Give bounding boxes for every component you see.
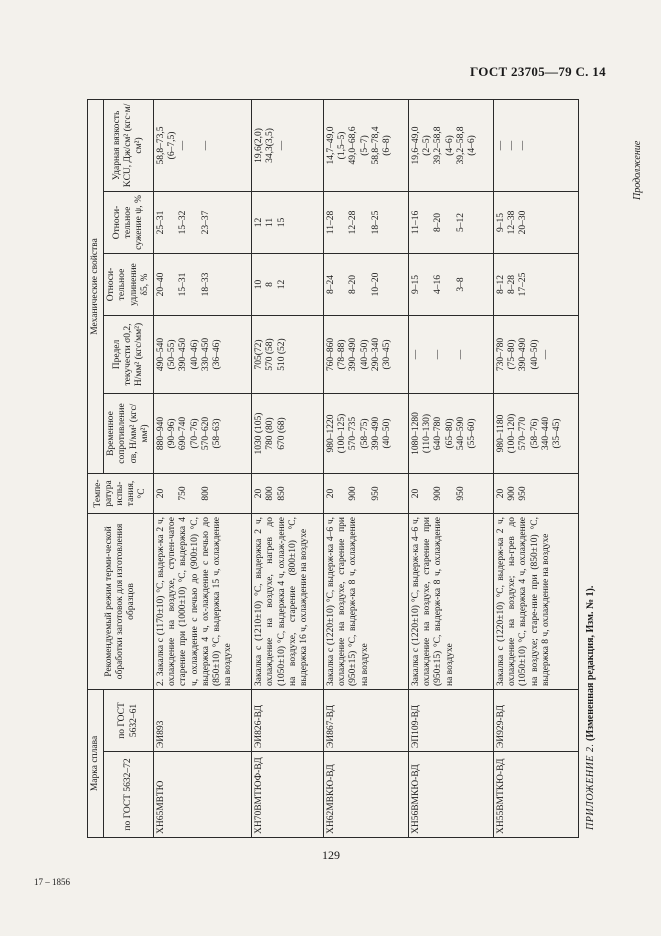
footnote (585, 586, 596, 830)
old-grade-cell: ЭИ826-ВД (252, 690, 324, 752)
grade-cell: ХН70ВМТЮФ-ВД (252, 752, 324, 838)
header-impact: Ударная вязкость KCU, Дж/см² (кгс·м/см²) (104, 99, 154, 191)
mode-cell: Закалка с (1220±10) °С, выдерж-ка 2 ч, охлаждение на воздухе; на-грев до (1050±10) °С, выдержка 4 ч, охлаждение на воздухе; старе-ние при (850±10) °С, выдержка 8 ч, охлаждение на воздухе (493, 514, 578, 690)
properties-table (87, 99, 579, 838)
grade-cell: ХН65МВТЮ (154, 752, 252, 838)
header-mech-group: Механические свойства (88, 99, 104, 473)
grade-cell: ХН56ВМКЮ-ВД (408, 752, 493, 838)
temp-cell: 20 800 850 (252, 474, 324, 514)
grade-cell: ХН62МВКЮ-ВД (323, 752, 408, 838)
reduction-cell: 11–28 12–28 18–25 (323, 192, 408, 254)
temp-cell: 20 750 800 (154, 474, 252, 514)
yield-cell: 730–780 (75–80) 390–490 (40–50) — (493, 316, 578, 394)
yield-cell: 490–540 (50–55) 390–450 (40–46) 330–450 (36–46) (154, 316, 252, 394)
old-grade-cell: ЭИ867-ВД (323, 690, 408, 752)
elongation-cell: 20–40 15–31 18–33 (154, 254, 252, 316)
temp-cell: 20 900 950 (493, 474, 578, 514)
header-gost-72: по ГОСТ 5632–72 (104, 752, 154, 838)
impact-cell: 58,8–73,5 (6–7,5) — — (154, 99, 252, 191)
impact-cell: 19,6(2,0) 34,3(3,5) — (252, 99, 324, 191)
table-row (252, 99, 324, 837)
table-body (154, 99, 579, 837)
header-mode: Рекомендуемый режим терми-ческой обработки заготовок для изготовления образцов (88, 514, 154, 690)
reduction-cell: 25–31 15–32 23–37 (154, 192, 252, 254)
properties-table-rotated (87, 100, 579, 838)
header-yield: Предел текучести σ0,2, Н/мм² (кгс/мм²) (104, 316, 154, 394)
mode-cell: Закалка с (1210±10) °С, выдержка 2 ч, охлаждение на воздухе, нагрев до (1050±10) °С, выдержка 4 ч, охлаж-дение на воздухе, старение (800±10) °С, выдержка 16 ч, охлаждение на воздухе (252, 514, 324, 690)
old-grade-cell: ЭИ893 (154, 690, 252, 752)
footnote-prefix: ПРИЛОЖЕНИЕ 2. (585, 743, 596, 830)
table-row (154, 99, 252, 837)
header-strength: Временное сопротивление σв, Н/мм² (кгс/мм²) (104, 394, 154, 474)
mode-cell: Закалка с (1220±10) °С, выдерж-ка 4–6 ч, охлаждение на воздухе, старение при (950±15) °С, выдерж-ка 8 ч, охлаждение на воздухе (408, 514, 493, 690)
reduction-cell: 11–16 8–20 5–12 (408, 192, 493, 254)
print-mark: 17 – 1856 (34, 877, 70, 887)
mode-cell: Закалка с (1220±10) °С, выдерж-ка 4–6 ч, охлаждение на воздухе, старение при (950±15) °С, выдерж-ка 8 ч, охлаждение на воздухе (323, 514, 408, 690)
old-grade-cell: ЭП109-ВД (408, 690, 493, 752)
yield-cell: 760–860 (78–88) 390–490 (40–50) 290–340 (30–45) (323, 316, 408, 394)
footnote-wrap (585, 540, 605, 830)
header-reduction: Относи-тельное сужение ψ, % (104, 192, 154, 254)
mode-cell: 2. Закалка с (1170±10) °С, выдерж-ка 2 ч, охлаждение на воздухе, ступен-чатое старение при (1000±10) °С, выдержка 4 ч, охлаждение с печью до (900±10) °С, выдержка 4 ч, ох-лаждение с печью до (850±10) °С, выдержка 15 ч, охлаждение на воздухе (154, 514, 252, 690)
yield-cell: 705(72) 570 (58) 510 (52) (252, 316, 324, 394)
table-row (323, 99, 408, 837)
elongation-cell: 8–24 8–20 10–20 (323, 254, 408, 316)
grade-cell: ХН55ВМТКЮ-ВД (493, 752, 578, 838)
impact-cell: 19,6–49,0 (2–5) 39,2–58,8 (4–6) 39,2–58,8 (4–6) (408, 99, 493, 191)
impact-cell: — — — (493, 99, 578, 191)
page-number: 129 (322, 848, 340, 862)
strength-cell: 1080–1280 (110–130) 640–780 (65–80) 540–590 (55–60) (408, 394, 493, 474)
table-row (408, 99, 493, 837)
yield-cell: — — — (408, 316, 493, 394)
old-grade-cell: ЭИ929-ВД (493, 690, 578, 752)
reduction-cell: 12 11 15 (252, 192, 324, 254)
elongation-cell: 9–15 4–16 3–8 (408, 254, 493, 316)
strength-cell: 880–940 (90–96) 690–740 (70–76) 570–620 (58–63) (154, 394, 252, 474)
header-gost-61: по ГОСТ 5632–61 (104, 690, 154, 752)
page-header: ГОСТ 23705—79 С. 14 (470, 64, 606, 79)
continuation-label: Продолжение (632, 140, 643, 200)
impact-cell: 14,7–49,0 (1,5–5) 49,0–68,6 (5–7) 58,8–78,4 (6–8) (323, 99, 408, 191)
reduction-cell: 9–15 12–38 20–30 (493, 192, 578, 254)
elongation-cell: 10 8 12 (252, 254, 324, 316)
header-grade-group: Марка сплава (88, 690, 104, 838)
strength-cell: 980–1220 (100–125) 570–735 (58–75) 390–490 (40–50) (323, 394, 408, 474)
footnote-text: (Измененная редакция, Изм. № 1). (585, 585, 596, 744)
strength-cell: 980–1180 (100–120) 570–770 (58–76) 340–440 (35–45) (493, 394, 578, 474)
temp-cell: 20 900 950 (408, 474, 493, 514)
table-row (493, 99, 578, 837)
temp-cell: 20 900 950 (323, 474, 408, 514)
continuation-label-wrap (632, 100, 661, 200)
strength-cell: 1030 (105) 780 (80) 670 (68) (252, 394, 324, 474)
header-temp: Темпе-ратура испы-тания, °С (88, 474, 154, 514)
elongation-cell: 8–12 8–28 17–25 (493, 254, 578, 316)
header-elongation: Относи-тельное удлинение δ5, % (104, 254, 154, 316)
